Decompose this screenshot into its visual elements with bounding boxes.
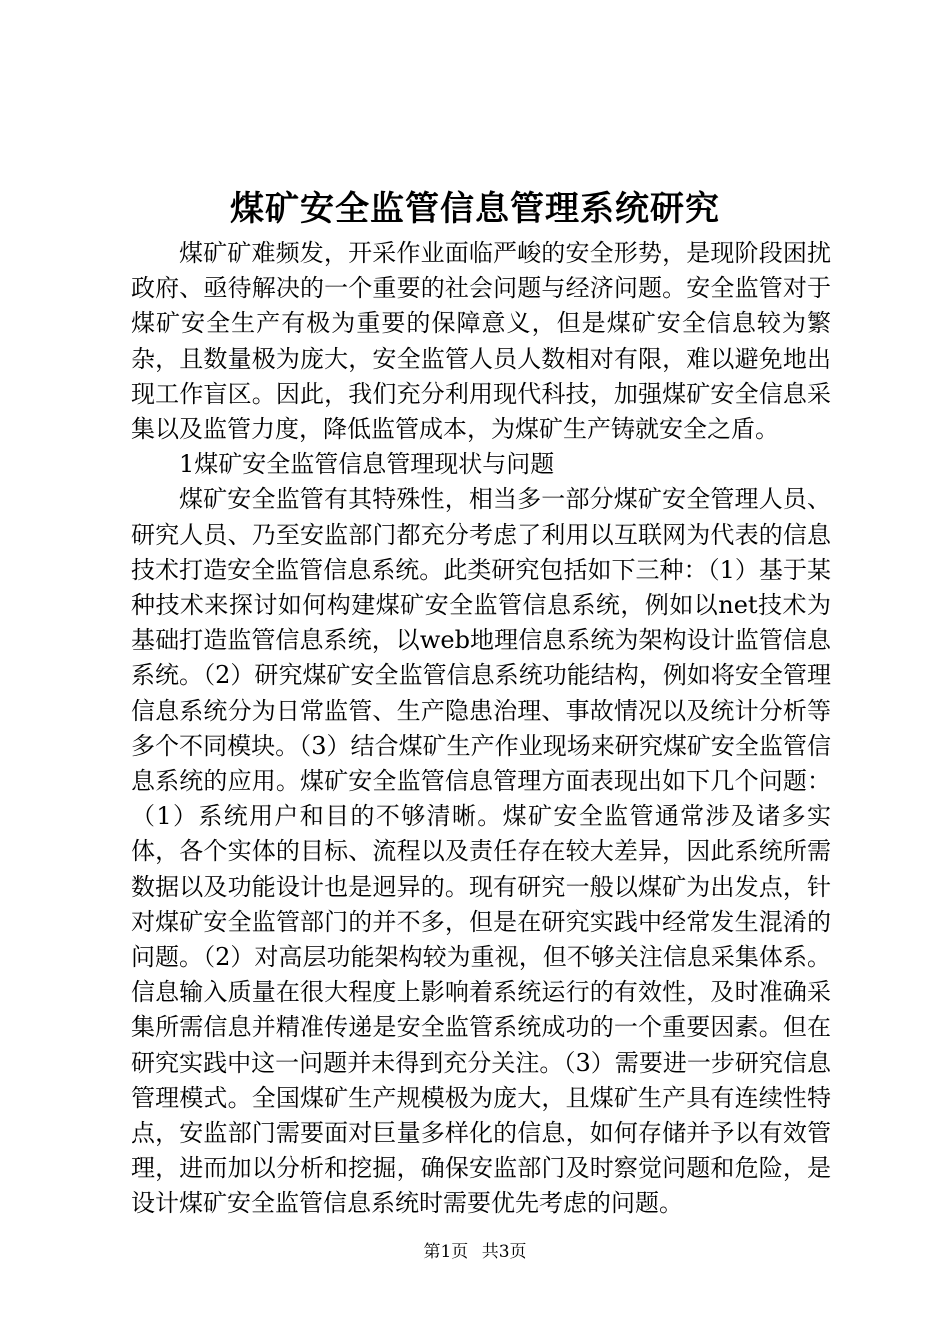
- section-paragraph: 煤矿安全监管有其特殊性，相当多一部分煤矿安全管理人员、研究人员、乃至安监部门都充分考虑了利用以互联网为代表的信息技术打造安全监管信息系统。此类研究包括如下三种：（1）基于某种技术来探讨如何构建煤矿安全监管信息系统，例如以net技术为基础打造监管信息系统，以web地理信息系统为架构设计监管信息系统。（2）研究煤矿安全监管信息系统功能结构，例如将安全管理信息系统分为日常监管、生产隐患治理、事故情况以及统计分析等多个不同模块。（3）结合煤矿生产作业现场来研究煤矿安全监管信息系统的应用。煤矿安全监管信息管理方面表现出如下几个问题：（1）系统用户和目的不够清晰。煤矿安全监管通常涉及诸多实体，各个实体的目标、流程以及责任存在较大差异，因此系统所需数据以及功能设计也是迥异的。现有研究一般以煤矿为出发点，针对煤矿安全监管部门的并不多，但是在研究实践中经常发生混淆的问题。（2）对高层功能架构较为重视，但不够关注信息采集体系。信息输入质量在很大程度上影响着系统运行的有效性，及时准确采集所需信息并精准传递是安全监管系统成功的一个重要因素。但在研究实践中这一问题并未得到充分关注。（3）需要进一步研究信息管理模式。全国煤矿生产规模极为庞大，且煤矿生产具有连续性特点，安监部门需要面对巨量多样化的信息，如何存储并予以有效管理，进而加以分析和挖掘，确保安监部门及时察觉问题和危险，是设计煤矿安全监管信息系统时需要优先考虑的问题。: [131, 485, 831, 1218]
- intro-paragraph: 煤矿矿难频发，开采作业面临严峻的安全形势，是现阶段困扰政府、亟待解决的一个重要的社会问题与经济问题。安全监管对于煤矿安全生产有极为重要的保障意义，但是煤矿安全信息较为繁杂，且数量极为庞大，安全监管人员人数相对有限，难以避免地出现工作盲区。因此，我们充分利用现代科技，加强煤矿安全信息采集以及监管力度，降低监管成本，为煤矿生产铸就安全之盾。: [131, 239, 831, 444]
- page-number: 第1页: [423, 1242, 469, 1262]
- document-title: 煤矿安全监管信息管理系统研究: [230, 189, 720, 229]
- section-heading: 1煤矿安全监管信息管理现状与问题: [179, 450, 555, 479]
- document-body: [131, 236, 831, 1222]
- page-total: 共3页: [481, 1242, 527, 1262]
- page-footer: [0, 1240, 950, 1264]
